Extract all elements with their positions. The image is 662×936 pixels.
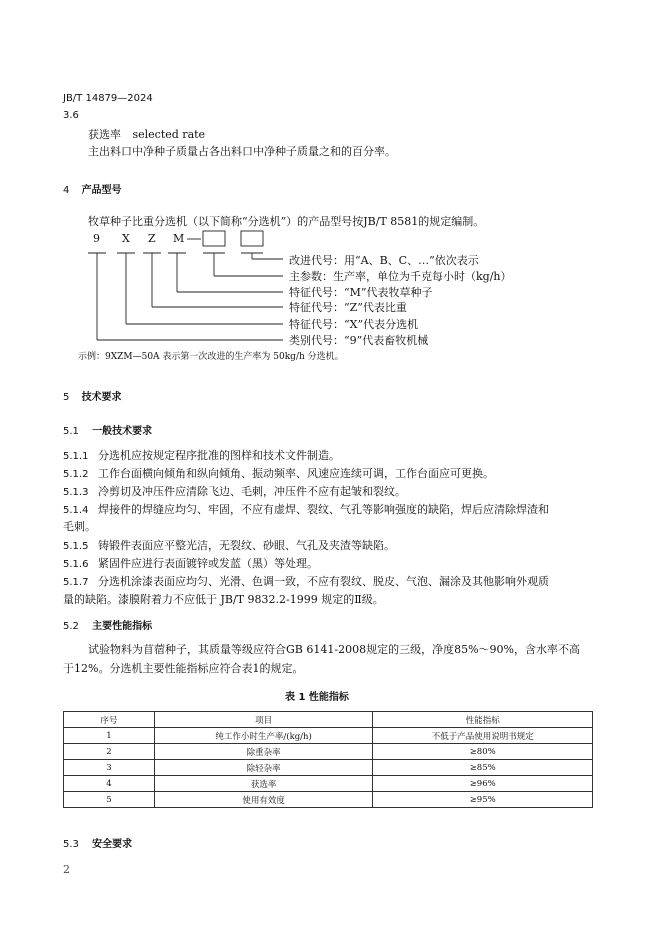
cell-item: 除重杂率 — [154, 744, 373, 760]
section-5-1-title: 一般技术要求 — [92, 426, 153, 437]
table-header-row — [64, 712, 593, 728]
section-5-1-number: 5.1 — [63, 426, 79, 437]
section-5-title: 技术要求 — [81, 392, 122, 403]
clause-text: 紧固件应进行表面镀锌或发蓝（黑）等处理。 — [97, 557, 318, 570]
section-5-heading — [63, 388, 122, 403]
clause-5-1-6 — [63, 555, 318, 571]
header-item: 项目 — [154, 712, 373, 728]
clause-text: 分选机涂漆表面应均匀、光滑、色调一致，不应有裂纹、脱皮、气泡、漏涂及其他影响外观质 — [97, 575, 549, 588]
clause-text: 分选机应按规定程序批准的图样和技术文件制造。 — [97, 449, 340, 462]
clause-5-1-1 — [63, 447, 340, 463]
term-name-en: selected rate — [132, 128, 206, 141]
clause-5-1-7-cont: 量的缺陷。漆膜附着力不应低于 JB/T 9832.2-1999 规定的Ⅱ级。 — [63, 593, 384, 606]
label-main-param: 主参数：生产率，单位为千克每小时（kg/h） — [289, 270, 512, 283]
section-5-number: 5 — [63, 392, 70, 403]
section-5-3-number: 5.3 — [63, 839, 79, 850]
cell-index: ≥95% — [373, 792, 593, 808]
model-char-9: 9 — [93, 232, 100, 245]
clause-text: 冷剪切及冲压件应清除飞边、毛刺，冲压件不应有起皱和裂纹。 — [97, 485, 406, 498]
clause-5-1-4 — [63, 501, 549, 517]
page-number: 2 — [63, 863, 70, 876]
header-serial: 序号 — [64, 712, 155, 728]
cell-serial: 4 — [64, 776, 155, 792]
section-5-2-title: 主要性能指标 — [92, 621, 153, 632]
label-feature-z: 特征代号：“Z”代表比重 — [289, 301, 407, 314]
clause-text: 铸锻件表面应平整光洁，无裂纹、砂眼、气孔及夹渣等缺陷。 — [97, 539, 395, 552]
section-4-number: 4 — [63, 185, 70, 196]
clause-number: 5.1.7 — [63, 577, 89, 588]
main-param-box — [203, 231, 225, 246]
section-5-3-heading — [63, 835, 132, 850]
clause-5-1-4-cont: 毛刺。 — [63, 520, 96, 533]
section-4-intro: 牧草种子比重分选机（以下简称“分选机”）的产品型号按JB/T 8581的规定编制。 — [88, 215, 485, 228]
label-category-9: 类别代号：“9”代表畜牧机械 — [289, 334, 429, 347]
term-definition: 主出料口中净种子质量占各出料口中净种子质量之和的百分率。 — [88, 145, 396, 158]
cell-serial: 5 — [64, 792, 155, 808]
clause-number: 5.1.4 — [63, 505, 89, 516]
section-5-2-heading — [63, 617, 152, 632]
section-4-title: 产品型号 — [81, 185, 122, 196]
clause-number: 5.1.5 — [63, 541, 89, 552]
label-feature-x: 特征代号：“X”代表分选机 — [289, 318, 419, 331]
model-char-x: X — [122, 232, 130, 245]
section-5-1-heading — [63, 422, 152, 437]
cell-serial: 1 — [64, 728, 155, 744]
model-char-m: M — [173, 232, 185, 245]
cell-item: 使用有效度 — [154, 792, 373, 808]
clause-5-1-7 — [63, 573, 549, 589]
cell-serial: 3 — [64, 760, 155, 776]
clause-number: 5.1.1 — [63, 451, 89, 462]
section-5-3-title: 安全要求 — [92, 839, 133, 850]
model-char-z: Z — [148, 232, 156, 245]
cell-index: 不低于产品使用说明书规定 — [373, 728, 593, 744]
clause-text: 工作台面横向倾角和纵向倾角、振动频率、风速应连续可调，工作台面应可更换。 — [97, 467, 494, 480]
clause-5-1-3 — [63, 483, 406, 499]
table-row — [64, 792, 593, 808]
clause-text: 焊接件的焊缝应均匀、牢固，不应有虚焊、裂纹、气孔等影响强度的缺陷，焊后应清除焊渣和 — [97, 503, 549, 516]
cell-index: ≥85% — [373, 760, 593, 776]
standard-code: JB/T 14879—2024 — [63, 93, 153, 104]
improve-code-box — [241, 231, 263, 246]
cell-item: 获选率 — [154, 776, 373, 792]
clause-number: 5.1.2 — [63, 469, 89, 480]
table-row — [64, 728, 593, 744]
table-row — [64, 776, 593, 792]
cell-index: ≥80% — [373, 744, 593, 760]
clause-5-1-2 — [63, 465, 494, 481]
performance-table — [63, 711, 593, 808]
clause-5-1-5 — [63, 537, 395, 553]
model-example: 示例：9XZM—50A 表示第一次改进的生产率为 50kg/h 分选机。 — [78, 352, 344, 362]
cell-index: ≥96% — [373, 776, 593, 792]
label-feature-m: 特征代号：“M”代表牧草种子 — [289, 286, 433, 299]
cell-item: 纯工作小时生产率/(kg/h) — [154, 728, 373, 744]
clause-number: 5.1.6 — [63, 559, 89, 570]
term-number: 3.6 — [63, 110, 79, 121]
section-5-2-para-line2: 于12%。分选机主要性能指标应符合表1的规定。 — [63, 662, 304, 675]
cell-item: 除轻杂率 — [154, 760, 373, 776]
table-row — [64, 744, 593, 760]
table-caption: 表 1 性能指标 — [285, 692, 349, 703]
header-index: 性能指标 — [373, 712, 593, 728]
term-name-zh: 获选率 — [88, 128, 121, 141]
clause-number: 5.1.3 — [63, 487, 89, 498]
section-5-2-number: 5.2 — [63, 621, 79, 632]
label-improve-code: 改进代号：用“A、B、C、…”依次表示 — [289, 254, 479, 267]
cell-serial: 2 — [64, 744, 155, 760]
table-row — [64, 760, 593, 776]
section-5-2-para-line1: 试验物料为苜蓿种子，其质量等级应符合GB 6141-2008规定的三级，净度85%～90%，含水率不高 — [88, 643, 580, 656]
